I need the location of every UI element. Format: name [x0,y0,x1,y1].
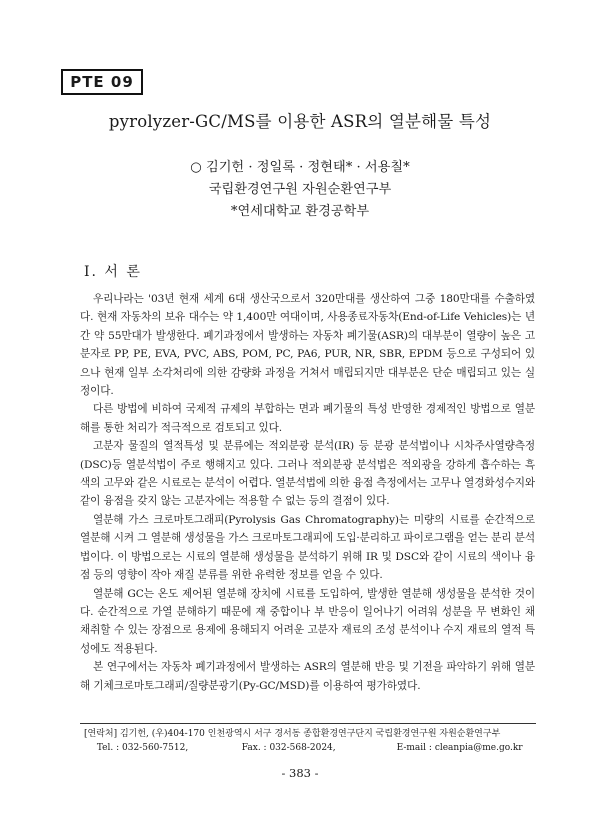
contact-numbers [84,741,536,755]
author-names: ○ 김기헌 · 정일록 · 정현태* · 서용칠* [190,160,410,175]
session-code-badge: PTE 09 [61,69,143,95]
contact-fax: Fax. : 032-568-2024, [241,743,336,753]
author-block [0,157,600,223]
body-text [80,290,535,695]
section-heading: I. 서 론 [84,264,142,280]
paragraph: 열분해 가스 크로마토그래피(Pyrolysis Gas Chromatography)는 미량의 시료를 순간적으로 열분해 시켜 그 열분해 생성물을 가스 크로마토그래피에 도입·분리하고 파이로그램을 얻는 분리 분석법이다. 이 방법으로는 시료의 열분해 생성물을 분석하기 위해 IR 및 DSC와 같이 시료의 색이나 융점 등의 영향이 작아 재질 분류를 위한 유력한 정보를 얻을 수 있다. [80,513,535,582]
author-affiliation-1: 국립환경연구원 자원순환연구부 [208,182,392,197]
contact-tel: Tel. : 032-560-7512, [96,743,189,753]
paper-title: pyrolyzer-GC/MS를 이용한 ASR의 열분해물 특성 [108,112,492,131]
footer-divider [80,723,536,724]
paragraph: 고분자 물질의 열적특성 및 분류에는 적외분광 분석(IR) 등 분광 분석법이나 시차주사열량측정(DSC)등 열분석법이 주로 행해지고 있다. 그러나 적외분광 분석법은 적외광을 강하게 흡수하는 흑색의 고무와 같은 시료로는 분석이 어렵다. 열분석법에 의한 융점 측정에서는 고무나 열경화성수지와 같이 융점을 갖지 않는 고분자에는 적용할 수 없는 등의 결점이 있다. [80,440,535,508]
contact-line: [연락처] 김기헌, (우)404-170 인천광역시 서구 경서동 종합환경연구단지 국립환경연구원 자원순환연구부 [84,729,501,739]
paragraph: 다른 방법에 비하여 국제적 규제의 부합하는 면과 폐기물의 특성 반영한 경제적인 방법으로 열분해를 통한 처리가 적극적으로 검토되고 있다. [80,403,535,434]
paragraph: 본 연구에서는 자동차 폐기과정에서 발생하는 ASR의 열분해 반응 및 기전을 파악하기 위해 열분해 기체크로마토그래피/질량분광기(Py-GC/MSD)를 이용하여 평가하였다. [80,661,535,692]
paragraph: 열분해 GC는 온도 제어된 열분해 장치에 시료를 도입하여, 발생한 열분해 생성물을 분석한 것이다. 순간적으로 가열 분해하기 때문에 재 중합이나 부 반응이 일어나기 어려워 성분을 무 변화인 채 채취할 수 있는 장점으로 용제에 용해되지 어려운 고분자 재료의 조성 분석이나 수지 재료의 열적 특성에도 적용된다. [80,587,535,655]
paragraph: 우리나라는 '03년 현재 세계 6대 생산국으로서 320만대를 생산하여 그중 180만대를 수출하였다. 현재 자동차의 보유 대수는 약 1,400만 여대이며, 사용종료자동차(End-of-Life Vehicles)는 년간 약 55만대가 발생한다. 폐기과정에서 발생하는 자동차 폐기물(ASR)의 대부분이 열량이 높은 고분자로 PP, PE, EVA, PVC, ABS, POM, PC, PA6, PUR, NR, SBR, EPDM 등으로 구성되어 있으나 현재 일부 소각처리에 의한 감량화 과정을 거쳐서 매립되지만 대부분은 단순 매립되고 있는 실정이다. [80,293,535,398]
author-affiliation-2: *연세대학교 환경공학부 [230,204,370,219]
page-number: - 383 - [281,766,319,780]
contact-email: E-mail : cleanpia@me.go.kr [396,743,523,753]
contact-footer [84,727,536,755]
